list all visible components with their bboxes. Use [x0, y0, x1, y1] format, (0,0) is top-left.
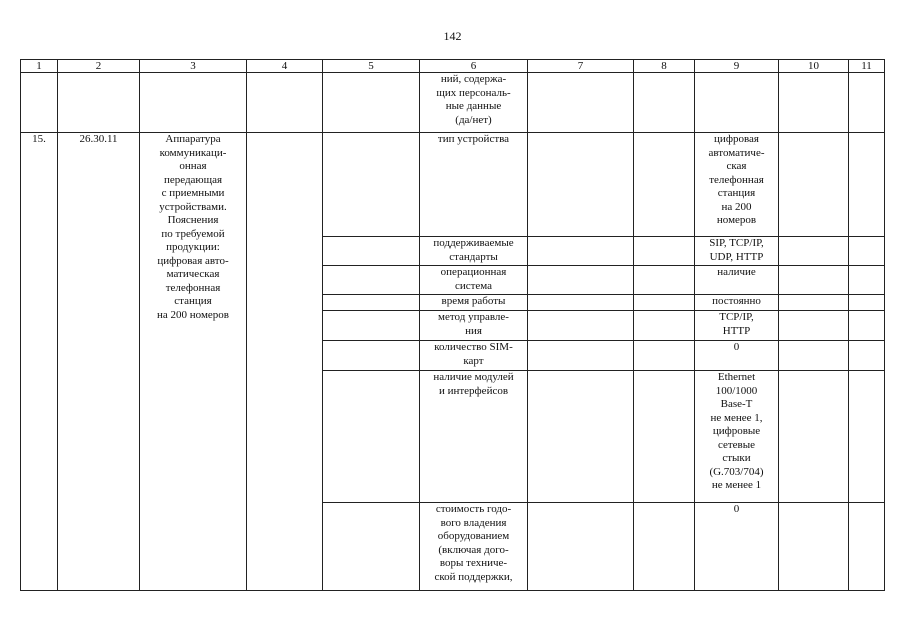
spec-cell-10 [779, 133, 849, 237]
spec-cell-8 [634, 311, 695, 341]
spec-table [20, 59, 885, 591]
spec-cell-7 [528, 341, 634, 371]
spec-cell-5 [323, 503, 420, 591]
spec-cell-8 [634, 237, 695, 266]
spec-cell-11 [849, 266, 885, 295]
spec-cell-11 [849, 311, 885, 341]
col-header-2: 2 [58, 60, 140, 73]
col-header-10: 10 [779, 60, 849, 73]
spec-cell-11 [849, 503, 885, 591]
spec-cell-10 [779, 341, 849, 371]
spec-cell-11 [849, 133, 885, 237]
spec-value: 0 [695, 341, 779, 371]
cont-cell-5 [323, 73, 420, 133]
spec-value: SIP, TCP/IP, UDP, HTTP [695, 237, 779, 266]
cont-cell-4 [247, 73, 323, 133]
col-header-9: 9 [695, 60, 779, 73]
spec-name: количество SIM- карт [420, 341, 528, 371]
spec-cell-10 [779, 503, 849, 591]
col-header-1: 1 [21, 60, 58, 73]
spec-cell-8 [634, 503, 695, 591]
spec-cell-10 [779, 371, 849, 503]
cont-cell-7 [528, 73, 634, 133]
spec-cell-5 [323, 371, 420, 503]
spec-cell-7 [528, 311, 634, 341]
spec-cell-5 [323, 133, 420, 237]
spec-cell-8 [634, 341, 695, 371]
cont-cell-3 [140, 73, 247, 133]
cont-cell-11 [849, 73, 885, 133]
spec-cell-11 [849, 341, 885, 371]
spec-cell-7 [528, 266, 634, 295]
item-number: 15. [21, 133, 58, 591]
item-cell-4 [247, 133, 323, 591]
spec-cell-11 [849, 371, 885, 503]
cont-cell-9 [695, 73, 779, 133]
spec-name: поддерживаемые стандарты [420, 237, 528, 266]
item-code: 26.30.11 [58, 133, 140, 591]
spec-cell-10 [779, 237, 849, 266]
spec-cell-8 [634, 133, 695, 237]
spec-cell-11 [849, 237, 885, 266]
spec-cell-5 [323, 237, 420, 266]
cont-cell-10 [779, 73, 849, 133]
spec-name: наличие модулей и интерфейсов [420, 371, 528, 503]
spec-value: постоянно [695, 295, 779, 311]
col-header-5: 5 [323, 60, 420, 73]
spec-value: 0 [695, 503, 779, 591]
cont-cell-8 [634, 73, 695, 133]
spec-cell-10 [779, 311, 849, 341]
spec-value: цифровая автоматиче- ская телефонная станция на 200 номеров [695, 133, 779, 237]
spec-value: наличие [695, 266, 779, 295]
col-header-8: 8 [634, 60, 695, 73]
spec-cell-8 [634, 295, 695, 311]
spec-cell-8 [634, 266, 695, 295]
spec-cell-8 [634, 371, 695, 503]
spec-cell-5 [323, 266, 420, 295]
spec-cell-7 [528, 371, 634, 503]
page-number: 142 [443, 29, 462, 43]
spec-cell-5 [323, 341, 420, 371]
item-name: Аппаратура коммуникаци- онная передающая с приемными устройствами. Пояснения по требуемой продукции: цифровая авто- матическая телефонная станция на 200 номеров [140, 133, 247, 591]
col-header-4: 4 [247, 60, 323, 73]
col-header-11: 11 [849, 60, 885, 73]
spec-cell-11 [849, 295, 885, 311]
cont-spec-name: ний, содержа- щих персональ- ные данные (да/нет) [420, 73, 528, 133]
col-header-6: 6 [420, 60, 528, 73]
spec-row [21, 133, 885, 237]
spec-cell-7 [528, 237, 634, 266]
col-header-7: 7 [528, 60, 634, 73]
spec-cell-10 [779, 295, 849, 311]
spec-name: тип устройства [420, 133, 528, 237]
spec-cell-5 [323, 311, 420, 341]
spec-value: TCP/IP, HTTP [695, 311, 779, 341]
col-header-3: 3 [140, 60, 247, 73]
header-row [21, 60, 885, 73]
spec-cell-10 [779, 266, 849, 295]
cont-cell-1 [21, 73, 58, 133]
spec-name: время работы [420, 295, 528, 311]
spec-cell-7 [528, 133, 634, 237]
continuation-row [21, 73, 885, 133]
spec-cell-7 [528, 503, 634, 591]
spec-cell-5 [323, 295, 420, 311]
spec-name: стоимость годо- вого владения оборудованием (включая дого- воры техниче- ской поддержки, [420, 503, 528, 591]
spec-name: операционная система [420, 266, 528, 295]
spec-cell-7 [528, 295, 634, 311]
spec-name: метод управле- ния [420, 311, 528, 341]
spec-value: Ethernet 100/1000 Base-T не менее 1, цифровые сетевые стыки (G.703/704) не менее 1 [695, 371, 779, 503]
cont-cell-2 [58, 73, 140, 133]
